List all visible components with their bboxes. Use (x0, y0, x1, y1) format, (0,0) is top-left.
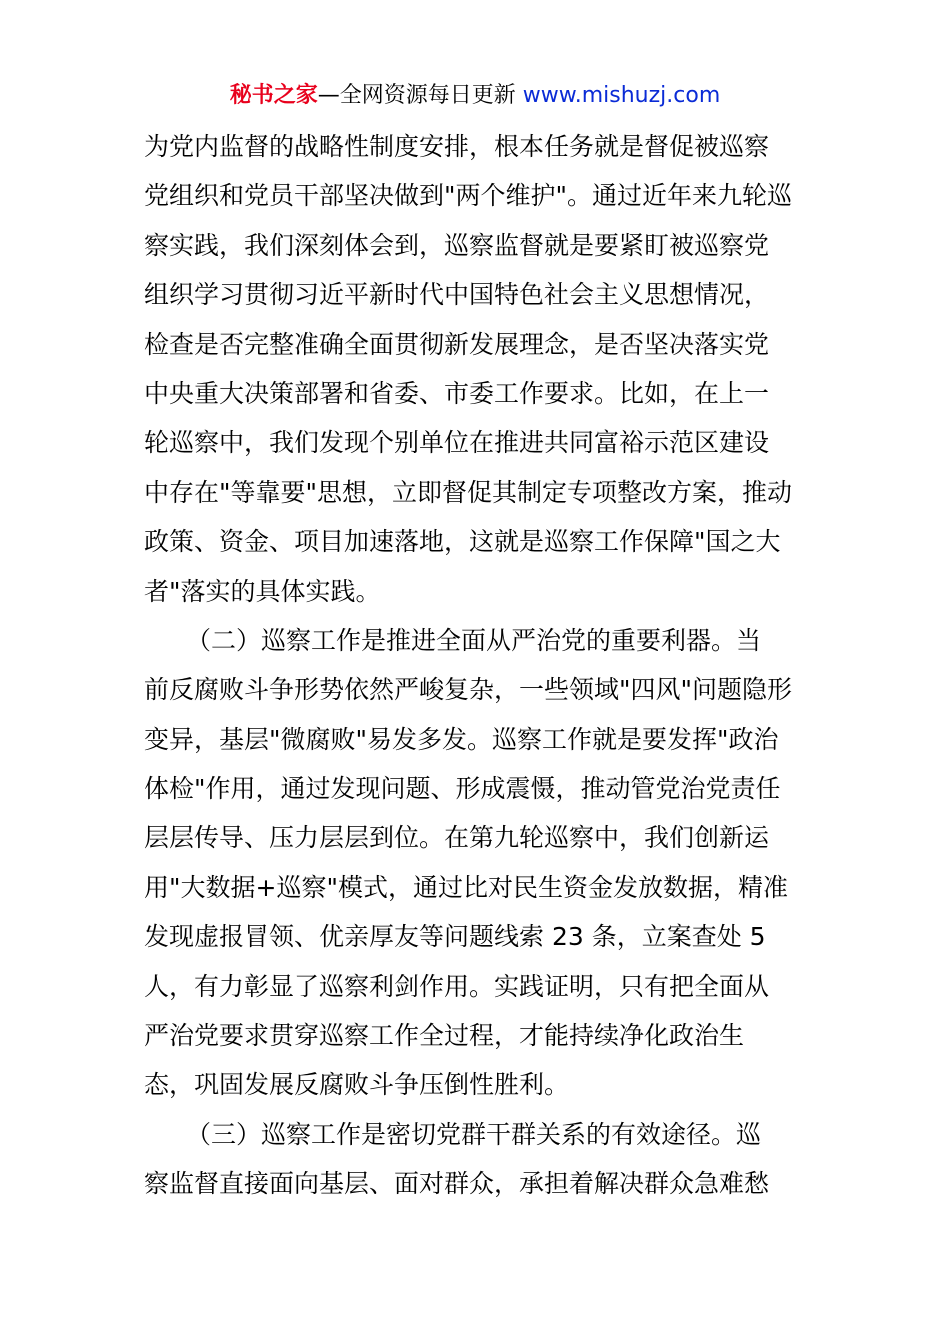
text-line: 态，巩固发展反腐败斗争压倒性胜利。 (144, 1070, 570, 1100)
text-line: 发现虚报冒领、优亲厚友等问题线索 23 条，立案查处 5 (144, 922, 766, 952)
page-header (0, 80, 950, 112)
text-line: 组织学习贯彻习近平新时代中国特色社会主义思想情况， (144, 280, 770, 310)
text-line: 体检"作用，通过发现问题、形成震慑，推动管党治党责任 (144, 774, 781, 804)
text-line: 中存在"等靠要"思想，立即督促其制定专项整改方案，推动 (144, 477, 793, 507)
section-heading-line: （三）巡察工作是密切党群干群关系的有效途径。巡 (186, 1119, 762, 1149)
text-line: 察监督直接面向基层、面对群众，承担着解决群众急难愁 (144, 1169, 770, 1199)
brand-name: 秘书之家 (229, 83, 318, 108)
text-line: 层层传导、压力层层到位。在第九轮巡察中，我们创新运 (144, 823, 770, 853)
text-line: 用"大数据+巡察"模式，通过比对民生资金发放数据，精准 (144, 872, 788, 902)
header-tagline: —全网资源每日更新 (317, 83, 516, 108)
text-line: 前反腐败斗争形势依然严峻复杂，一些领域"四风"问题隐形 (144, 675, 793, 705)
text-line: 察实践，我们深刻体会到，巡察监督就是要紧盯被巡察党 (144, 230, 770, 260)
text-line: 者"落实的具体实践。 (144, 576, 381, 606)
text-line: 政策、资金、项目加速落地，这就是巡察工作保障"国之大 (144, 527, 781, 557)
text-line: 人，有力彰显了巡察利剑作用。实践证明，只有把全面从 (144, 971, 770, 1001)
text-line: 为党内监督的战略性制度安排，根本任务就是督促被巡察 (144, 132, 770, 161)
header-url-link[interactable]: www.mishuzj.com (522, 83, 721, 108)
text-line: 检查是否完整准确全面贯彻新发展理念，是否坚决落实党 (144, 329, 770, 359)
text-line: 中央重大决策部署和省委、市委工作要求。比如，在上一 (144, 378, 770, 408)
text-line: 轮巡察中，我们发现个别单位在推进共同富裕示范区建设 (144, 428, 770, 458)
text-line: 严治党要求贯穿巡察工作全过程，才能持续净化政治生 (144, 1021, 745, 1051)
text-line: 变异，基层"微腐败"易发多发。巡察工作就是要发挥"政治 (144, 724, 779, 754)
section-heading-line: （二）巡察工作是推进全面从严治党的重要利器。当 (186, 625, 762, 655)
document-body (144, 122, 816, 1209)
text-line: 党组织和党员干部坚决做到"两个维护"。通过近年来九轮巡 (144, 181, 793, 211)
